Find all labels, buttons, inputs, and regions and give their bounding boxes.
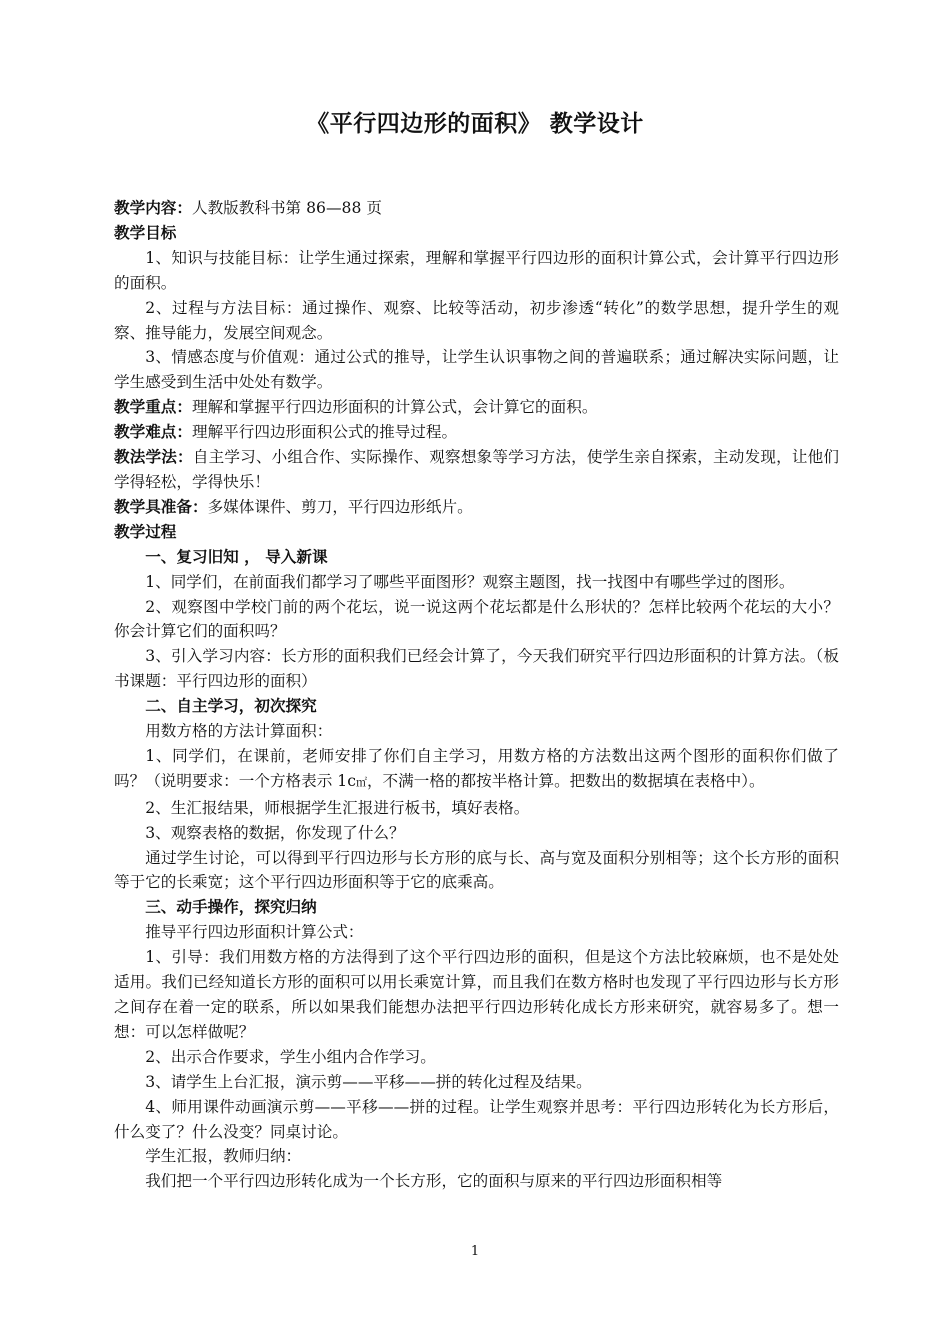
objective-item-2: 2、过程与方法目标：通过操作、观察、比较等活动，初步渗透“转化”的数学思想，提升学生的观察、推导能力，发展空间观念。 [114,298,839,342]
difficulty [114,420,839,445]
section-1-paragraph-2: 2、观察图中学校门前的两个花坛，说一说这两个花坛都是什么形状的？怎样比较两个花坛的大小？你会计算它们的面积吗？ [114,597,839,641]
section-3-title: 三、动手操作，探究归纳 [145,898,317,917]
materials-text: 多媒体课件、剪刀，平行四边形纸片。 [207,497,473,516]
process-heading: 教学过程 [114,522,177,541]
section-3-paragraph-5: 学生汇报，教师归纳： [145,1147,302,1166]
section-1-title: 一、复习旧知 ， 导入新课 [145,547,328,566]
section-2-paragraph-1 [114,744,839,796]
methods [114,445,839,495]
materials-label: 教学具准备： [114,497,208,516]
document-body [114,196,839,1194]
section-3-paragraph-4: 4、师用课件动画演示剪——平移——拼的过程。让学生观察并思考：平行四边形转化为长方形后，什么变了？什么没变？同桌讨论。 [114,1097,839,1141]
objectives-heading: 教学目标 [114,223,177,242]
materials [114,495,839,520]
section-3-paragraph-6: 我们把一个平行四边形转化成为一个长方形，它的面积与原来的平行四边形面积相等 [145,1172,723,1191]
section-3-paragraph-1: 1、引导：我们用数方格的方法得到了这个平行四边形的面积，但是这个方法比较麻烦，也不是处处适用。我们已经知道长方形的面积可以用长乘宽计算，而且我们在数方格时也发现了平行四边形与长方形之间存在着一定的联系，所以如果我们能想办法把平行四边形转化成长方形来研究，就容易多了。想一想：可以怎样做呢？ [114,948,839,1041]
objective-item-1: 1、知识与技能目标：让学生通过探索，理解和掌握平行四边形的面积计算公式，会计算平行四边形的面积。 [114,248,839,292]
page-number: 1 [470,1244,480,1259]
teaching-content-label: 教学内容： [114,199,192,217]
key-point [114,395,839,420]
key-point-label: 教学重点： [114,398,192,417]
methods-text: 自主学习、小组合作、实际操作、观察想象等学习方法，使学生亲自探索，主动发现，让他们学得轻松，学得快乐！ [114,448,839,491]
document-title: 《平行四边形的面积》 教学设计 [306,111,644,137]
key-point-text: 理解和掌握平行四边形面积的计算公式，会计算它的面积。 [191,398,598,417]
section-2-paragraph-4: 通过学生讨论，可以得到平行四边形与长方形的底与长、高与宽及面积分别相等；这个长方形的面积等于它的长乘宽；这个平行四边形面积等于它的底乘高。 [114,848,839,892]
teaching-content-text: 人教版教科书第 86—88 页 [191,199,382,217]
section-1-paragraph-3: 3、引入学习内容：长方形的面积我们已经会计算了，今天我们研究平行四边形面积的计算方法。（板书课题：平行四边形的面积） [114,647,839,691]
area-unit: ㎡ [355,775,367,789]
section-2-paragraph-1-part-b: ，不满一格的都按半格计算。把数出的数据填在表格中）。 [366,771,765,790]
section-3-paragraph-2: 2、出示合作要求，学生小组内合作学习。 [145,1047,436,1066]
section-2-title: 二、自主学习，初次探究 [145,697,317,716]
difficulty-text: 理解平行四边形面积公式的推导过程。 [191,423,458,442]
section-3-paragraph-3: 3、请学生上台汇报，演示剪——平移——拼的转化过程及结果。 [145,1072,592,1091]
methods-label: 教法学法： [114,448,193,467]
section-1-paragraph-1: 1、同学们，在前面我们都学习了哪些平面图形？观察主题图，找一找图中有哪些学过的图形。 [145,572,795,591]
difficulty-label: 教学难点： [114,423,192,442]
teaching-content [114,196,839,221]
section-2-intro: 用数方格的方法计算面积： [145,722,333,741]
section-2-paragraph-2: 2、生汇报结果，师根据学生汇报进行板书，填好表格。 [145,798,530,817]
objective-item-3: 3、情感态度与价值观：通过公式的推导，让学生认识事物之间的普遍联系；通过解决实际问题，让学生感受到生活中处处有数学。 [114,348,839,392]
section-2-paragraph-1-part-a: 1、同学们，在课前，老师安排了你们自主学习，用数方格的方法数出这两个图形的面积你们做了吗？（说明要求：一个方格表示 1c [114,746,839,790]
section-3-intro: 推导平行四边形面积计算公式： [145,923,364,942]
section-2-paragraph-3: 3、观察表格的数据，你发现了什么？ [145,823,405,842]
